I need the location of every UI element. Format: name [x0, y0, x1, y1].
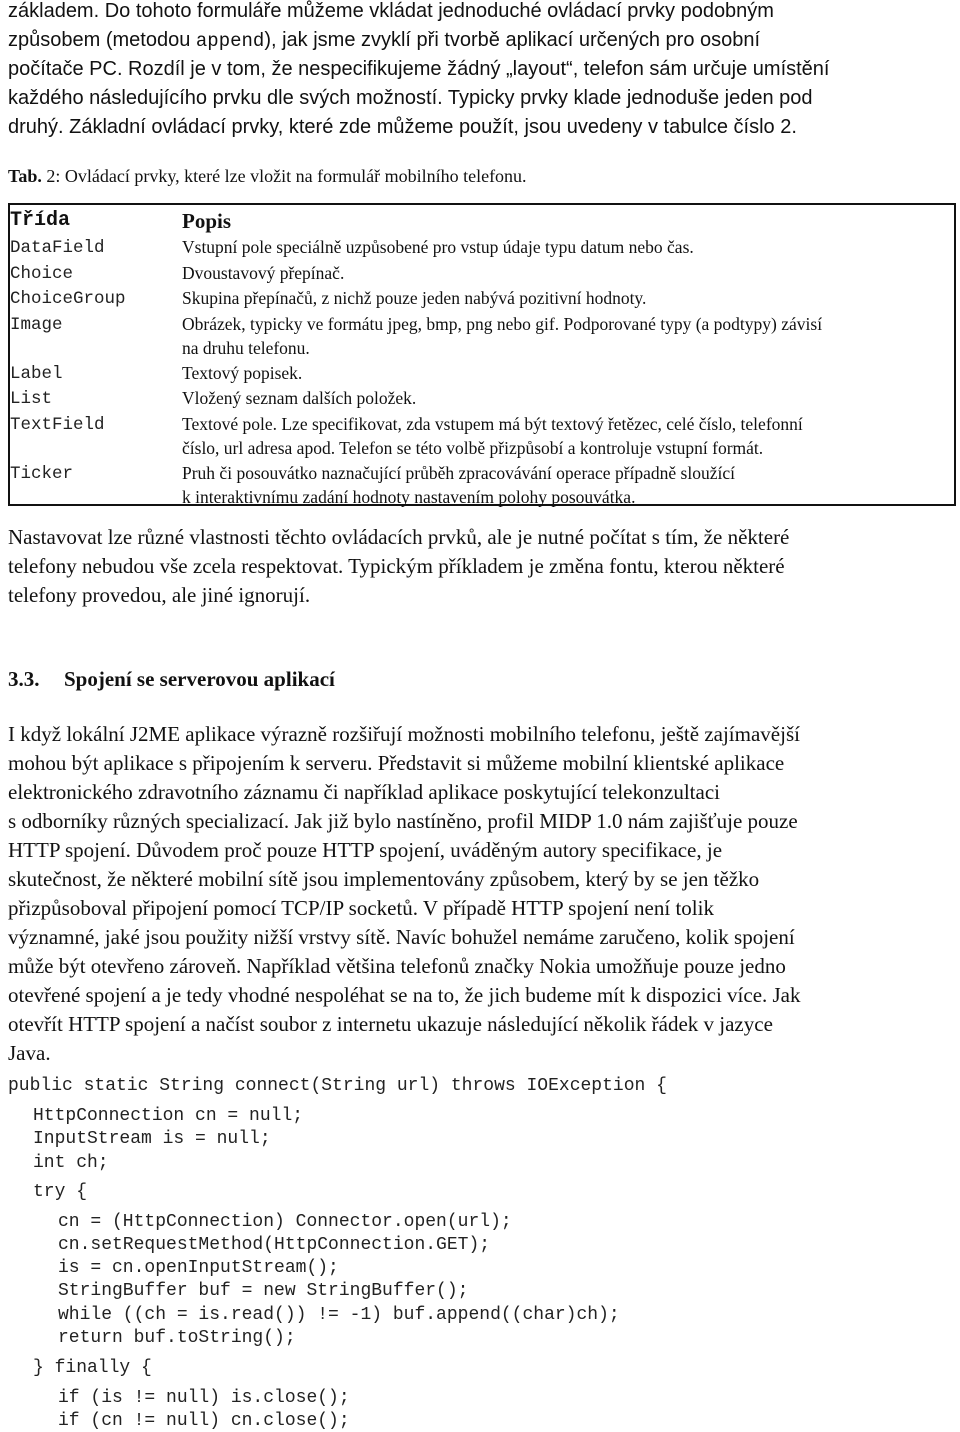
- paragraph-2-line-2: telefony nebudou vše zcela respektovat. Typickým příkladem je změna fontu, kterou některé: [8, 554, 785, 578]
- intro-line-5: druhý. Základní ovládací prvky, které zde můžeme použít, jsou uvedeny v tabulce číslo 2.: [8, 116, 797, 138]
- table-cell-description: Textové pole. Lze specifikovat, zda vstupem má být textový řetězec, celé číslo, telefonní: [182, 414, 803, 434]
- table-cell-description: Obrázek, typicky ve formátu jpeg, bmp, png nebo gif. Podporované typy (a podtypy) závisí: [182, 314, 823, 334]
- paragraph-3-line-8: významné, jaké jsou použity nižší vrstvy sítě. Navíc bohužel nemáme zaručeno, kolik spojení: [8, 925, 795, 949]
- code-line: int ch;: [33, 1153, 109, 1173]
- paragraph-3-line-5: HTTP spojení. Důvodem proč pouze HTTP spojení, uváděným autory specifikace, je: [8, 838, 723, 862]
- table-header-class: Třída: [10, 209, 71, 232]
- paragraph-3-line-7: přizpůsoboval připojení pomocí TCP/IP socketů. V případě HTTP spojení není tolik: [8, 896, 714, 920]
- table-cell-class: Choice: [10, 264, 74, 284]
- code-line: try {: [33, 1182, 88, 1202]
- table-caption-text: 2: Ovládací prvky, které lze vložit na formulář mobilního telefonu.: [41, 166, 527, 186]
- intro-line-2-text: způsobem (metodou: [8, 29, 196, 51]
- code-line: cn.setRequestMethod(HttpConnection.GET);: [58, 1235, 491, 1255]
- paragraph-3-line-3: elektronického zdravotního záznamu či například aplikace poskytující telekonzultaci: [8, 780, 720, 804]
- code-line: is = cn.openInputStream();: [58, 1258, 339, 1278]
- code-line: cn = (HttpConnection) Connector.open(url);: [58, 1212, 512, 1232]
- table-cell-class: ChoiceGroup: [10, 289, 126, 309]
- paragraph-3-line-10: otevřené spojení a je tedy vhodné nespoléhat se na to, že jich budeme mít k dispozici více. Jak: [8, 983, 801, 1007]
- table-cell-description: Vložený seznam dalších položek.: [182, 388, 417, 408]
- section-number: 3.3.: [8, 667, 40, 691]
- paragraph-3-line-12: Java.: [8, 1041, 51, 1065]
- table-cell-class: List: [10, 389, 53, 409]
- intro-line-2: [8, 29, 956, 52]
- table-cell-description: Pruh či posouvátko naznačující průběh zpracovávání operace případně sloužící: [182, 463, 735, 483]
- table-cell-description-cont: k interaktivnímu zadání hodnoty nastavením polohy posouvátka.: [182, 487, 636, 507]
- table-cell-class: TextField: [10, 415, 105, 435]
- code-line: InputStream is = null;: [33, 1129, 271, 1149]
- paragraph-3-line-9: může být otevřeno zároveň. Například většina telefonů značky Nokia umožňuje pouze jedno: [8, 954, 786, 978]
- intro-line-2-rest: ), jak jsme zvyklí při tvorbě aplikací určených pro osobní: [264, 29, 761, 51]
- table-cell-class: Image: [10, 315, 63, 335]
- code-line: } finally {: [33, 1358, 152, 1378]
- intro-line-1: základem. Do tohoto formuláře můžeme vkládat jednoduché ovládací prvky podobným: [8, 0, 774, 22]
- controls-table: [8, 203, 956, 506]
- section-heading: [8, 667, 335, 692]
- table-cell-description-cont: číslo, url adresa apod. Telefon se této volbě přizpůsobí a kontroluje vstupní formát.: [182, 438, 764, 458]
- table-cell-description: Textový popisek.: [182, 363, 303, 383]
- section-title: Spojení se serverovou aplikací: [64, 667, 335, 691]
- code-line: HttpConnection cn = null;: [33, 1106, 304, 1126]
- table-cell-description: Dvoustavový přepínač.: [182, 263, 345, 283]
- table-cell-description: Vstupní pole speciálně uzpůsobené pro vstup údaje typu datum nebo čas.: [182, 237, 694, 257]
- table-cell-class: Ticker: [10, 464, 74, 484]
- code-line: if (is != null) is.close();: [58, 1388, 350, 1408]
- table-cell-description-cont: na druhu telefonu.: [182, 338, 310, 358]
- table-cell-class: Label: [10, 364, 63, 384]
- paragraph-3-line-11: otevřít HTTP spojení a načíst soubor z internetu ukazuje následující několik řádek v jazyce: [8, 1012, 773, 1036]
- code-line: StringBuffer buf = new StringBuffer();: [58, 1281, 469, 1301]
- paragraph-3-line-2: mohou být aplikace s připojením k serveru. Představit si můžeme mobilní klientské aplikace: [8, 751, 785, 775]
- code-line: public static String connect(String url) throws IOException {: [8, 1076, 667, 1096]
- table-caption: [8, 166, 527, 187]
- table-cell-description: Skupina přepínačů, z nichž pouze jeden nabývá pozitivní hodnoty.: [182, 288, 647, 308]
- code-line: while ((ch = is.read()) != -1) buf.append((char)ch);: [58, 1305, 620, 1325]
- table-cell-class: DataField: [10, 238, 105, 258]
- paragraph-2-line-1: Nastavovat lze různé vlastnosti těchto ovládacích prvků, ale je nutné počítat s tím, že některé: [8, 525, 790, 549]
- intro-line-4: každého následujícího prvku dle svých možností. Typicky prvky klade jednoduše jeden pod: [8, 87, 813, 109]
- intro-line-3: počítače PC. Rozdíl je v tom, že nespecifikujeme žádný „layout“, telefon sám určuje umístění: [8, 58, 830, 80]
- code-line: return buf.toString();: [58, 1328, 296, 1348]
- intro-inline-code: append: [195, 30, 265, 52]
- paragraph-3-line-6: skutečnost, že některé mobilní sítě jsou implementovány způsobem, který by se jen těžko: [8, 867, 760, 891]
- table-header-description: Popis: [182, 209, 232, 233]
- paragraph-2-line-3: telefony provedou, ale jiné ignorují.: [8, 583, 311, 607]
- paragraph-3-line-1: I když lokální J2ME aplikace výrazně rozšiřují možnosti mobilního telefonu, ještě zajímavější: [8, 722, 800, 746]
- table-caption-label: Tab.: [8, 166, 42, 186]
- code-line: if (cn != null) cn.close();: [58, 1411, 350, 1431]
- paragraph-3-line-4: s odborníky různých specializací. Jak již bylo nastíněno, profil MIDP 1.0 nám zajišťuje pouze: [8, 809, 798, 833]
